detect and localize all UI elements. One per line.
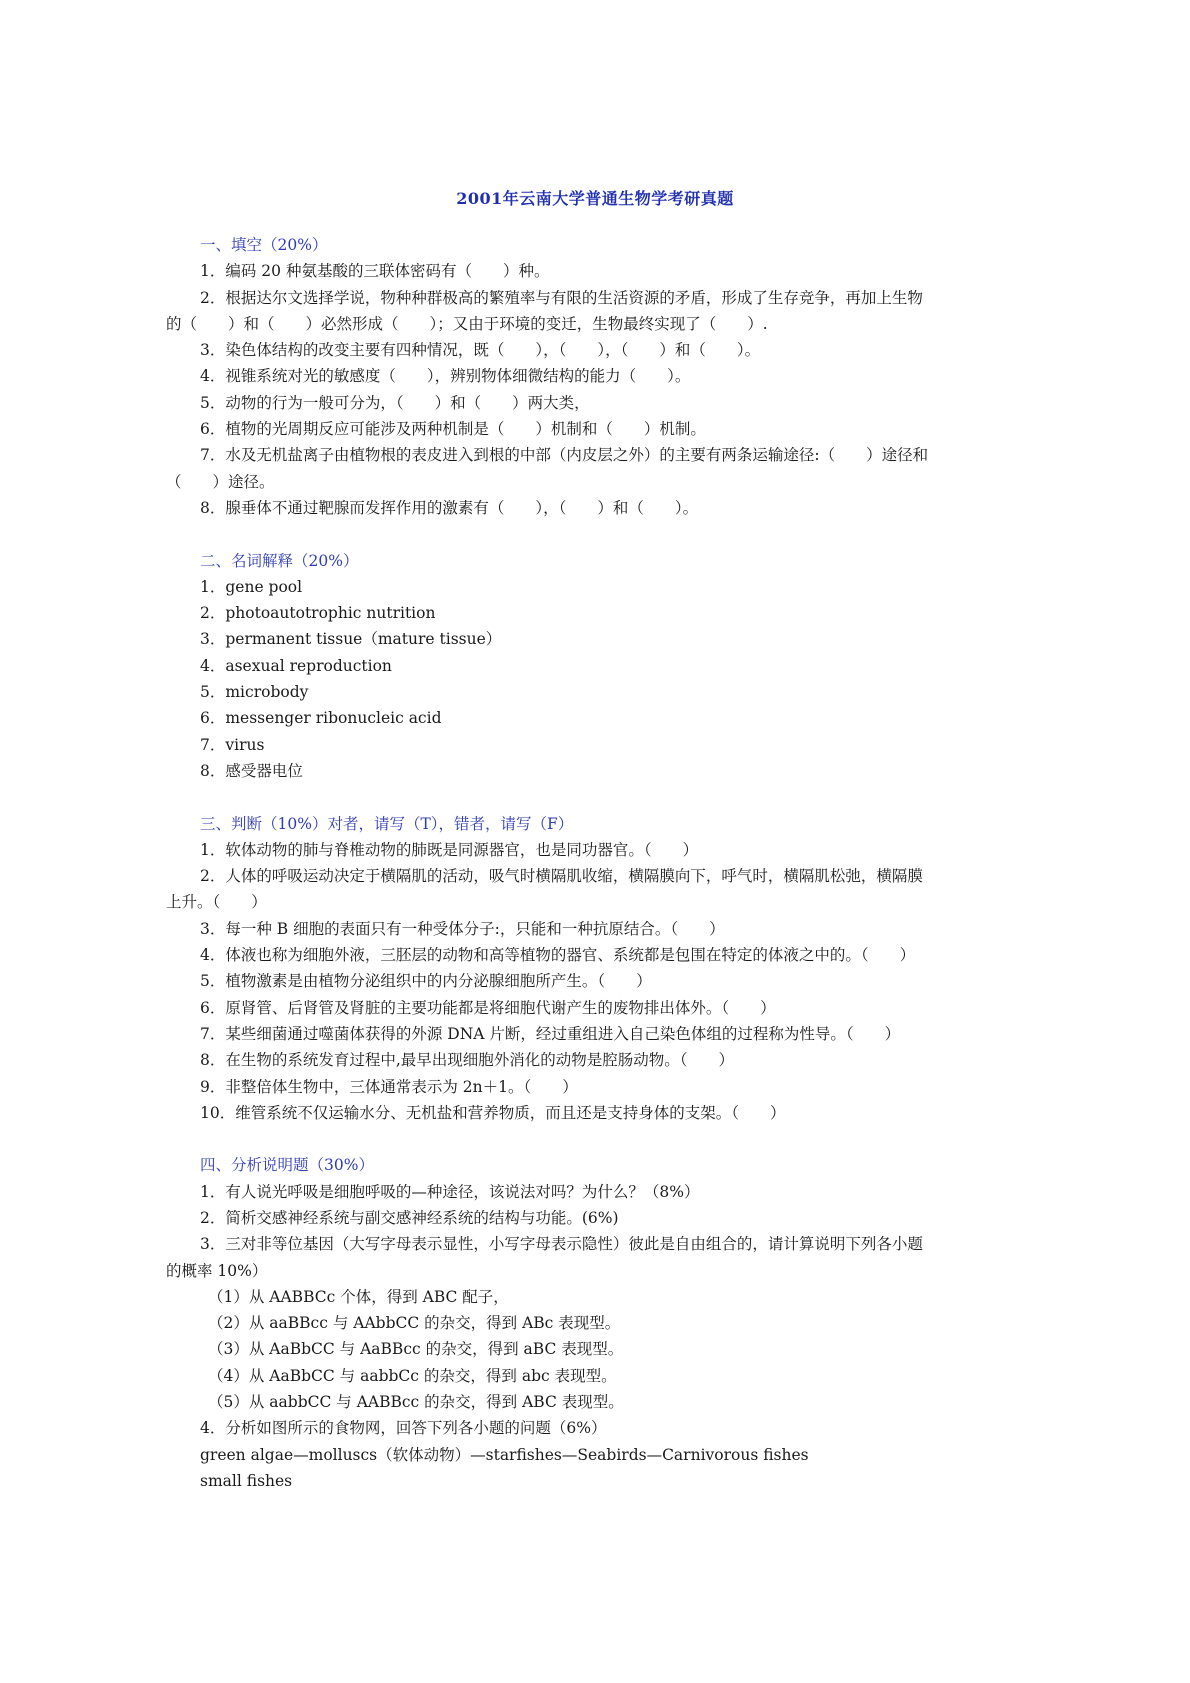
question-continuation: 的概率 10%）	[166, 1261, 268, 1280]
sub-question: （4）从 AaBbCC 与 aabbCc 的杂交，得到 abc 表现型。	[208, 1366, 617, 1385]
question-text: 1．软体动物的肺与脊椎动物的肺既是同源器官，也是同功器官。（ ）	[200, 840, 699, 859]
sub-question: （5）从 aabbCC 与 AABBcc 的杂交，得到 ABC 表现型。	[208, 1393, 624, 1412]
question-text: 5．动物的行为一般可分为，（ ）和（ ）两大类，	[200, 393, 590, 412]
question-text: 3．每一种 B 细胞的表面只有一种受体分子:，只能和一种抗原结合。（ ）	[200, 919, 725, 938]
section-heading-analysis: 四、分析说明题（30%）	[200, 1156, 374, 1175]
term-item: 5．microbody	[200, 683, 309, 702]
section-heading-fill-in: 一、填空（20%）	[200, 236, 328, 254]
question-text: 1．编码 20 种氨基酸的三联体密码有（ ）种。	[200, 262, 550, 281]
question-text: 8．在生物的系统发育过程中,最早出现细胞外消化的动物是腔肠动物。（ ）	[200, 1051, 735, 1070]
term-item: 3．permanent tissue（mature tissue）	[200, 630, 502, 649]
exam-content	[166, 232, 1030, 1494]
question-text: 4．体液也称为细胞外液，三胚层的动物和高等植物的器官、系统都是包围在特定的体液之中的。（ ）	[200, 946, 916, 965]
sub-question: （1）从 AABBCc 个体，得到 ABC 配子，	[208, 1287, 509, 1306]
section-heading-terms: 二、名词解释（20%）	[200, 551, 359, 570]
question-text: 2．简析交感神经系统与副交感神经系统的结构与功能。(6%)	[200, 1208, 619, 1227]
term-item: 4．asexual reproduction	[200, 656, 392, 675]
term-item: 8．感受器电位	[200, 761, 303, 780]
section-spacer	[166, 1126, 1030, 1152]
question-continuation: （ ）途径。	[166, 472, 275, 491]
section-heading-true-false: 三、判断（10%）对者，请写（T），错者，请写（F）	[200, 814, 574, 833]
term-item: 6．messenger ribonucleic acid	[200, 709, 442, 728]
question-text: 3．染色体结构的改变主要有四种情况，既（ ），（ ），（ ）和（ ）。	[200, 341, 761, 360]
question-text: 5．植物激素是由植物分泌组织中的内分泌腺细胞所产生。（ ）	[200, 972, 652, 991]
question-text: 6．原肾管、后肾管及肾脏的主要功能都是将细胞代谢产生的废物排出体外。（ ）	[200, 998, 776, 1017]
question-text: 1．有人说光呼吸是细胞呼吸的—种途径，该说法对吗？为什么？（8%）	[200, 1182, 700, 1201]
question-text: 7．某些细菌通过噬菌体获得的外源 DNA 片断，经过重组进入自己染色体组的过程称为性导。（ ）	[200, 1024, 901, 1043]
term-item: 7．virus	[200, 735, 265, 754]
question-text: 8．腺垂体不通过靶腺而发挥作用的激素有（ ），（ ）和（ ）。	[200, 498, 699, 517]
page-title: 2001年云南大学普通生物学考研真题	[456, 189, 734, 208]
question-text: 4．视锥系统对光的敏感度（ ），辨别物体细微结构的能力（ ）。	[200, 367, 691, 386]
section-spacer	[166, 784, 1030, 810]
question-text: 4．分析如图所示的食物网，回答下列各小题的问题（6%）	[200, 1419, 607, 1438]
question-continuation: 的（ ）和（ ）必然形成（ ）；又由于环境的变迁，生物最终实现了（ ）.	[166, 314, 768, 333]
question-text: 2．根据达尔文选择学说，物种种群极高的繁殖率与有限的生活资源的矛盾，形成了生存竞争，再加上生物	[200, 288, 923, 307]
food-web-line: small fishes	[200, 1471, 293, 1490]
question-text: 2．人体的呼吸运动决定于横隔肌的活动，吸气时横隔肌收缩，横隔膜向下，呼气时，横隔肌松弛，横隔膜	[200, 867, 923, 886]
term-item: 2．photoautotrophic nutrition	[200, 604, 436, 623]
sub-question: （2）从 aaBBcc 与 AAbbCC 的杂交，得到 ABc 表现型。	[208, 1314, 621, 1333]
question-text: 10．维管系统不仅运输水分、无机盐和营养物质，而且还是支持身体的支架。（ ）	[200, 1103, 786, 1122]
question-text: 7．水及无机盐离子由植物根的表皮进入到根的中部（内皮层之外）的主要有两条运输途径:（ ）途径和	[200, 446, 929, 465]
section-spacer	[166, 521, 1030, 547]
question-text: 6．植物的光周期反应可能涉及两种机制是（ ）机制和（ ）机制。	[200, 420, 706, 439]
term-item: 1．gene pool	[200, 577, 303, 596]
question-text: 9．非整倍体生物中，三体通常表示为 2n＋1。（ ）	[200, 1077, 578, 1096]
sub-question: （3）从 AaBbCC 与 AaBBcc 的杂交，得到 aBC 表现型。	[208, 1340, 624, 1359]
food-web-line: green algae—molluscs（软体动物）—starfishes—Seabirds—Carnivorous fishes	[200, 1445, 809, 1464]
question-text: 3．三对非等位基因（大写字母表示显性，小写字母表示隐性）彼此是自由组合的，请计算说明下列各小题	[200, 1235, 923, 1254]
question-continuation: 上升。（ ）	[166, 893, 267, 912]
